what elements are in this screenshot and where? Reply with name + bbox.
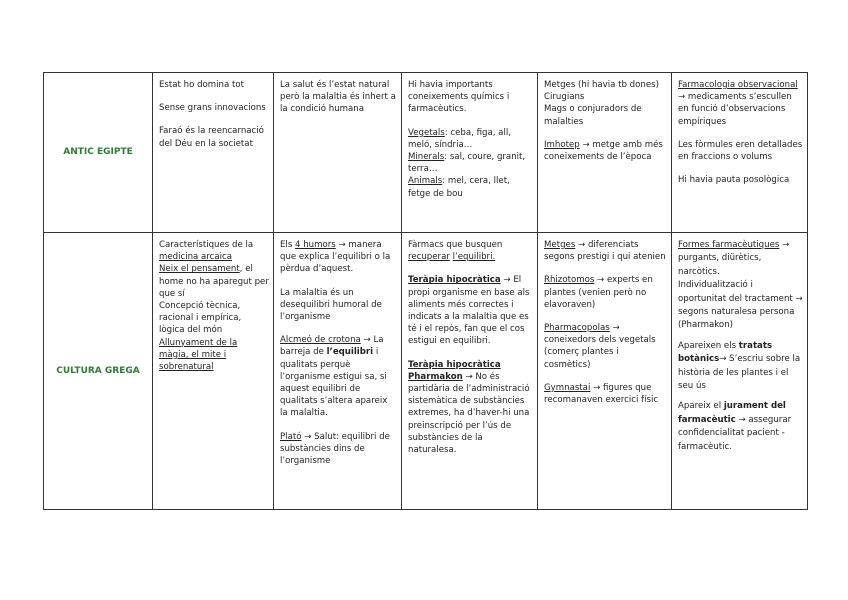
cell-paragraph: [159, 239, 269, 373]
text-run: Les fòrmules eren detallades en fraccions o volums: [678, 139, 803, 163]
text-run: Sense grans innovacions: [159, 103, 266, 114]
row-header-cultura-grega: CULTURA GREGA: [44, 233, 153, 510]
cell-paragraph: [544, 382, 667, 406]
text-run: Rhizotomos: [544, 275, 595, 286]
table-cell: [274, 73, 402, 233]
text-run: Farmacologia observacional: [678, 80, 798, 90]
cell-paragraph: [159, 79, 269, 91]
cell-paragraph: [678, 400, 803, 454]
cell-paragraph: [408, 274, 533, 347]
text-run: Característiques de la: [159, 240, 254, 250]
cell-paragraph: [280, 239, 397, 276]
text-run: Formes farmacèutiques: [678, 240, 780, 250]
text-run: Metges: [544, 240, 576, 250]
text-run: Animals: [408, 176, 443, 187]
cell-paragraph: [408, 127, 533, 200]
text-run: Allunyament de la màgia, el mite i sobrenatural: [159, 337, 238, 373]
cell-paragraph: [280, 431, 397, 468]
text-run: La salut és l’estat natural però la malaltia és inhert a la condició humana: [280, 80, 396, 115]
cell-paragraph: [678, 174, 803, 186]
cell-paragraph: [280, 287, 397, 324]
text-run: Plató: [280, 431, 302, 442]
text-run: Pharmacopolas: [544, 323, 610, 334]
cell-paragraph: [408, 239, 533, 263]
text-run: → El propi organisme en base als aliments més correctes i indicats a la malaltia que es té i el repòs, fan que el cos estigui en equilibri.: [408, 275, 530, 347]
text-run: → diferenciats segons prestigi i qui atenien: [544, 240, 666, 263]
text-run: La malaltia és un desequilibri humoral de l’organisme: [280, 287, 382, 323]
table-cell: [153, 73, 274, 233]
text-run: Vegetals: [408, 127, 445, 138]
text-run: Hi havia importants coneixements químics i farmacèutics.: [408, 80, 510, 115]
text-run: Hi havia pauta posològica: [678, 175, 790, 186]
cell-paragraph: [544, 79, 667, 128]
text-run: → figures que recomanaven exercici físic: [544, 382, 659, 406]
text-run: → manera que explica l’equilibri o la pèrdua d’aquest.: [280, 240, 391, 275]
row-header-antic-egipte: ANTIC EGIPTE: [44, 73, 153, 233]
text-run: Apareix el: [678, 401, 724, 412]
text-run: tratats botànics: [678, 340, 773, 365]
text-run: jurament del farmacèutic: [678, 401, 786, 425]
text-run: : mel, cera, llet, fetge de bou: [408, 176, 510, 199]
cell-paragraph: [678, 139, 803, 163]
text-run: Metges (hi havia tb dones): [544, 80, 659, 90]
text-run: Els: [280, 240, 296, 250]
cell-paragraph: [408, 359, 533, 457]
cell-paragraph: [544, 139, 667, 163]
text-run: → No és partidària de l’administració sistemàtica de substàncies extremes, ha d’haver-hi una preinscripció per l’ús de substàncies de la naturalesa.: [408, 371, 530, 456]
text-run: 4 humors: [295, 240, 336, 250]
text-run: → coneixedors dels vegetals (comerç plantes i cosmètics): [544, 323, 656, 370]
table-cell: [538, 233, 672, 510]
text-run: l’equilibri: [326, 347, 374, 358]
cell-paragraph: [159, 102, 269, 114]
text-run: → purgants, diürètics, narcòtics.: [678, 240, 790, 277]
table-cell: [538, 73, 672, 233]
text-run: Mags o conjuradors de malalties: [544, 104, 642, 127]
cell-paragraph: [544, 239, 667, 263]
text-run: → assegurar confidencialitat pacient - farmacèutic.: [678, 414, 792, 452]
cell-paragraph: [280, 79, 397, 116]
table-cell: [402, 73, 538, 233]
text-run: → S’escriu sobre la història de les plantes i el seu ús: [678, 354, 801, 392]
text-run: → medicaments s’escullen en funció d’observacions empíriques: [678, 92, 792, 127]
cell-paragraph: [678, 79, 803, 128]
text-run: : ceba, figa, all, meló, síndria…: [408, 127, 511, 150]
cell-paragraph: [280, 334, 397, 419]
text-run: : sal, coure, granit, terra…: [408, 152, 526, 175]
text-run: Concepció tècnica, racional i empírica, lògica del món: [159, 301, 242, 336]
text-run: Gymnastai: [544, 382, 591, 393]
cell-paragraph: [544, 274, 667, 311]
text-run: recuperar: [408, 252, 450, 263]
text-run: Fàrmacs que busquen: [408, 240, 503, 250]
text-run: Individualització i oportunitat del tractament → segons naturalesa persona (Pharmakon): [678, 280, 803, 331]
text-run: Alcmeó de crotona: [280, 335, 361, 346]
text-run: medicina arcaica: [159, 252, 233, 263]
text-run: → metge amb més coneixements de l’època: [544, 139, 663, 163]
text-run: Cirugians: [544, 92, 585, 103]
table-cell: [672, 73, 808, 233]
table-cell: [274, 233, 402, 510]
table-cell: [153, 233, 274, 510]
table-cell: [672, 233, 808, 510]
text-run: → La barreja de: [280, 335, 384, 358]
text-run: Pharmakon: [408, 371, 463, 382]
text-run: → experts en plantes (venien però no elavoraven): [544, 275, 653, 310]
cell-paragraph: [408, 79, 533, 116]
text-run: Teràpia hipocràtica: [408, 359, 501, 370]
cell-paragraph: [678, 239, 803, 333]
text-run: Faraó és la reencarnació del Déu en la societat: [159, 126, 264, 149]
cell-paragraph: [544, 322, 667, 371]
text-run: , el home no ha aparegut per que sí: [159, 264, 269, 299]
cell-paragraph: [678, 340, 803, 394]
text-run: Imhotep: [544, 139, 580, 150]
text-run: Apareixen els: [678, 340, 739, 351]
text-run: Neix el pensament: [159, 264, 240, 275]
table-cell: [402, 233, 538, 510]
table-row-antic-egipte: [44, 73, 808, 233]
text-run: l’equilibri.: [452, 252, 496, 263]
text-run: i qualitats perquè l’organisme estigui sa, si aquest equilibri de qualitats s’altera apareix la malaltia.: [280, 347, 388, 419]
text-run: Teràpia hipocràtica: [408, 275, 501, 286]
cell-paragraph: [159, 125, 269, 149]
text-run: Estat ho domina tot: [159, 80, 244, 90]
text-run: Minerals: [408, 152, 445, 163]
table-row-cultura-grega: [44, 233, 808, 510]
text-run: → Salut: equilibri de substàncies dins de l’organisme: [280, 431, 390, 467]
notes-table: [43, 72, 808, 510]
